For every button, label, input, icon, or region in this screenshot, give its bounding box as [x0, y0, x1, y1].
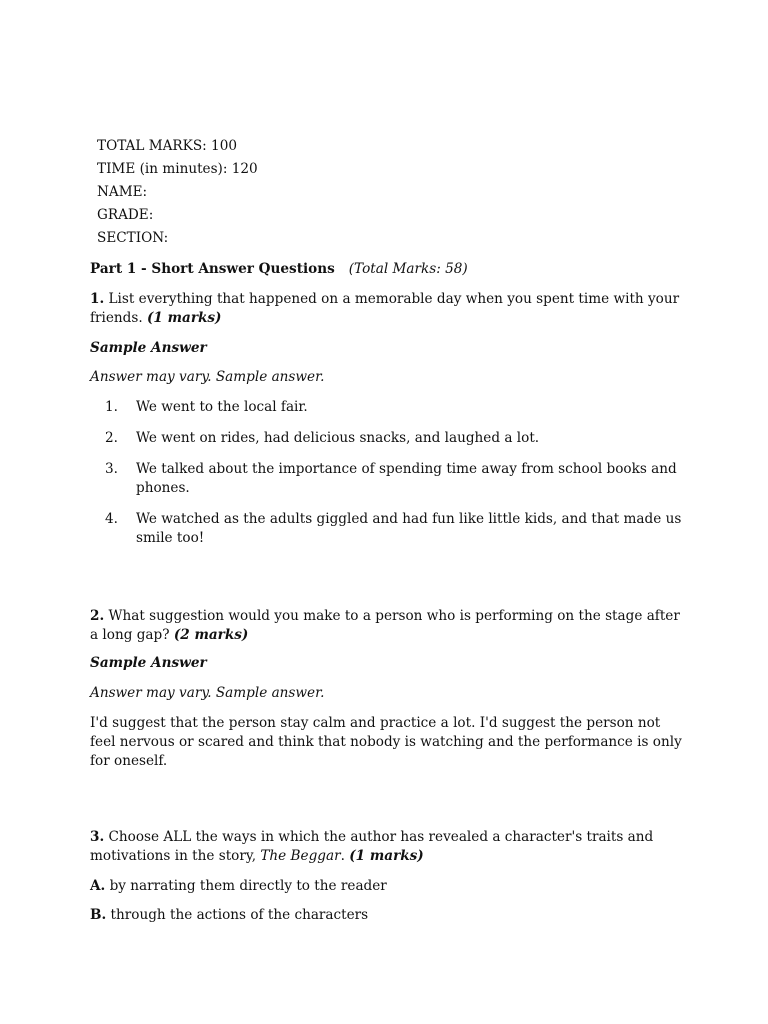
- q2-answer-text: I'd suggest that the person stay calm and practice a lot. I'd suggest the person not feel nervous or scared and think that nobody is watching and the performance is only for oneself.: [90, 715, 682, 769]
- list-item-number: 1.: [105, 399, 118, 415]
- question-text-end: .: [340, 848, 350, 864]
- name-field-label: NAME:: [97, 184, 148, 200]
- list-item-text: We went to the local fair.: [136, 399, 308, 415]
- list-item-number: 3.: [105, 461, 118, 477]
- list-item: [90, 510, 690, 548]
- part-heading: [90, 260, 468, 279]
- option-b: [90, 906, 690, 925]
- part-title: Part 1 - Short Answer Questions: [90, 261, 335, 277]
- q1-sample-heading: Sample Answer: [90, 340, 207, 356]
- q2-sample-note: Answer may vary. Sample answer.: [90, 685, 325, 701]
- question-text: List everything that happened on a memorable day when you spent time with your friends.: [90, 291, 680, 326]
- list-item: [90, 429, 690, 448]
- list-item-text: We watched as the adults giggled and had fun like little kids, and that made us smile too!: [136, 511, 682, 546]
- question-number: 2.: [90, 608, 105, 624]
- option-letter: B.: [90, 907, 107, 923]
- part-total-marks: (Total Marks: 58): [348, 261, 468, 277]
- list-item-text: We went on rides, had delicious snacks, and laughed a lot.: [136, 430, 540, 446]
- grade-field-label: GRADE:: [97, 207, 154, 223]
- option-text: by narrating them directly to the reader: [105, 878, 387, 894]
- option-letter: A.: [90, 878, 106, 894]
- question-marks: (1 marks): [147, 310, 222, 326]
- question-marks: (2 marks): [173, 627, 249, 643]
- list-item-number: 2.: [105, 430, 118, 446]
- option-text: through the actions of the characters: [106, 907, 369, 923]
- list-item: [90, 460, 690, 498]
- question-text: Choose ALL the ways in which the author has revealed a character's traits and motivations in the story,: [90, 829, 654, 864]
- q1-sample-note: Answer may vary. Sample answer.: [90, 369, 325, 385]
- exam-header: [97, 137, 258, 252]
- section-field-label: SECTION:: [97, 230, 169, 246]
- q1-answer-list: [90, 398, 690, 560]
- list-item-text: We talked about the importance of spending time away from school books and phones.: [136, 461, 677, 496]
- option-a: [90, 877, 690, 896]
- question-number: 1.: [90, 291, 105, 307]
- q2-sample-heading: Sample Answer: [90, 655, 207, 671]
- question-text: What suggestion would you make to a person who is performing on the stage after a long gap?: [90, 608, 680, 643]
- question-number: 3.: [90, 829, 105, 845]
- list-item: [90, 398, 690, 417]
- list-item-number: 4.: [105, 511, 118, 527]
- question-3: [90, 828, 690, 866]
- question-marks: (1 marks): [349, 848, 424, 864]
- question-1: [90, 290, 690, 328]
- story-title: The Beggar: [260, 848, 341, 864]
- question-2: [90, 607, 690, 645]
- total-marks: TOTAL MARKS: 100: [97, 138, 237, 154]
- time-limit: TIME (in minutes): 120: [97, 161, 258, 177]
